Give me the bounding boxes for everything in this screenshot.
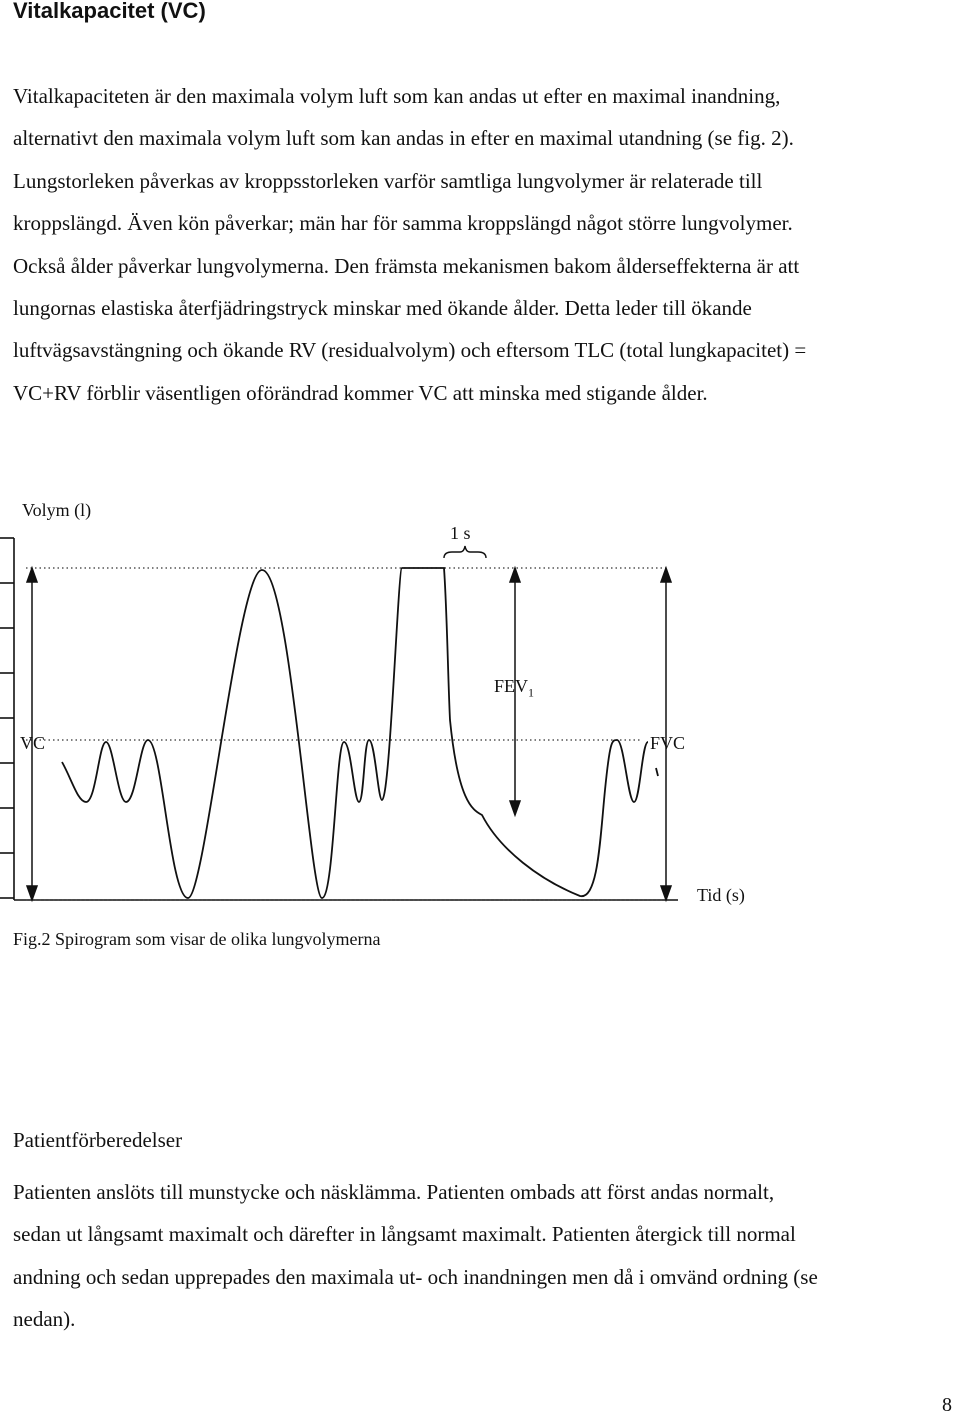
x-axis-label: Tid (s) bbox=[697, 885, 745, 905]
paragraph-line: andning och sedan upprepades den maximala ut- och inandningen men då i omvänd ordning (se bbox=[13, 1264, 818, 1289]
fvc-arrow-head-top bbox=[661, 568, 671, 582]
paragraph-line: Vitalkapaciteten är den maximala volym luft som kan andas ut efter en maximal inandning, bbox=[13, 84, 781, 108]
section-heading-vitalkapacitet: Vitalkapacitet (VC) bbox=[13, 0, 206, 23]
paragraph-line: Också ålder påverkar lungvolymerna. Den främsta mekanismen bakom ålderseffekterna är att bbox=[13, 253, 800, 278]
paragraph-line: nedan). bbox=[13, 1307, 76, 1332]
trace-tick-mark bbox=[656, 768, 658, 776]
one-second-label: 1 s bbox=[450, 523, 471, 543]
paragraph-line: luftvägsavstängning och ökande RV (residualvolym) och eftersom TLC (total lungkapacitet) = bbox=[13, 338, 807, 363]
fev1-arrow-head-top bbox=[510, 568, 520, 582]
paragraph-line: sedan ut långsamt maximalt och därefter in långsamt maximalt. Patienten återgick till normal bbox=[13, 1222, 796, 1247]
y-axis-label: Volym (l) bbox=[22, 500, 92, 520]
fev-label-text: FEV bbox=[494, 676, 529, 696]
vc-label: VC bbox=[20, 733, 46, 753]
vc-arrow-head-bottom bbox=[27, 886, 37, 900]
paragraph-line: Patienten anslöts till munstycke och näsklämma. Patienten ombads att först andas normalt, bbox=[13, 1180, 775, 1204]
paragraph-line: VC+RV förblir väsentligen oförändrad kommer VC att minska med stigande ålder. bbox=[13, 380, 708, 405]
paragraph-patientforberedelser bbox=[13, 1171, 958, 1341]
fev1-arrow-head-bottom bbox=[510, 801, 520, 815]
fvc-arrow-head-bottom bbox=[661, 886, 671, 900]
fev1-label bbox=[494, 676, 534, 701]
paragraph-line: lungornas elastiska återfjädringstryck minskar med ökande ålder. Detta leder till ökande bbox=[13, 296, 752, 321]
fvc-label: FVC bbox=[650, 733, 686, 753]
figure-caption: Fig.2 Spirogram som visar de olika lungvolymerna bbox=[13, 929, 381, 949]
spirogram-trace bbox=[62, 568, 648, 898]
paragraph-line: Lungstorleken påverkas av kroppsstorleken varför samtliga lungvolymer är relaterade till bbox=[13, 168, 763, 193]
paragraph-line: alternativt den maximala volym luft som kan andas in efter en maximal utandning (se fig. 2). bbox=[13, 126, 794, 151]
one-second-brace bbox=[444, 546, 486, 558]
vc-arrow-head-top bbox=[27, 568, 37, 582]
fev-label-subscript: 1 bbox=[528, 685, 535, 700]
section-heading-patientforberedelser: Patientförberedelser bbox=[13, 1128, 183, 1152]
page-number: 8 bbox=[942, 1394, 952, 1416]
paragraph-line: kroppslängd. Även kön påverkar; män har för samma kroppslängd något större lungvolymer. bbox=[13, 211, 793, 236]
